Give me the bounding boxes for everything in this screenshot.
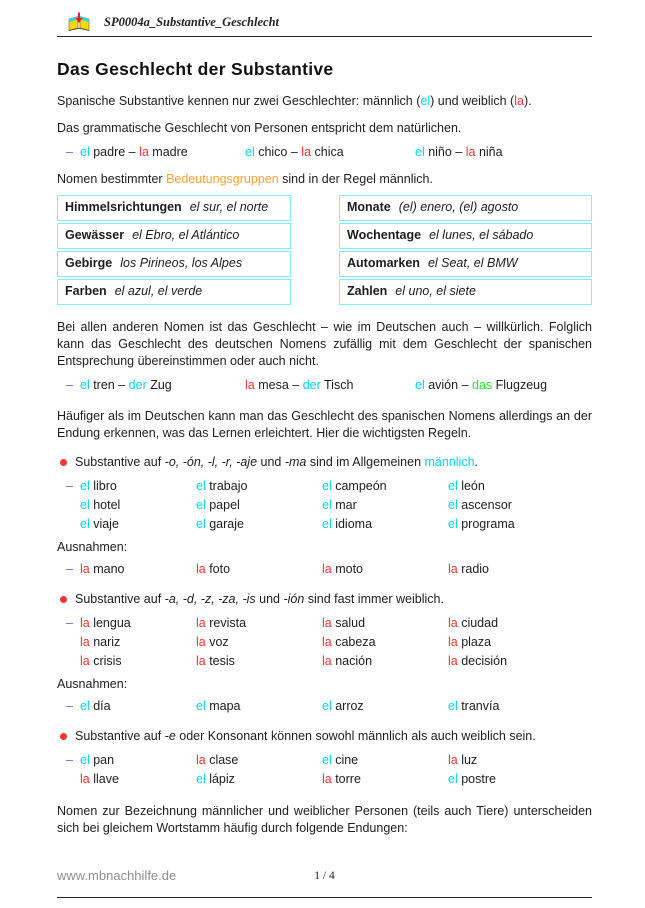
word-item xyxy=(196,560,322,579)
page-footer xyxy=(57,868,592,884)
category-row xyxy=(339,279,592,305)
text-run: Substantive auf xyxy=(75,729,165,743)
page-title: Das Geschlecht der Substantive xyxy=(57,59,334,79)
word-text: – xyxy=(125,145,136,159)
category-row xyxy=(339,195,592,221)
word-text: luz xyxy=(457,753,478,767)
word-item xyxy=(322,614,448,633)
highlight-cyan: männlich xyxy=(424,455,475,469)
article-el: el xyxy=(80,498,90,512)
list-dash: – xyxy=(66,753,73,767)
word-text: tren xyxy=(89,378,115,392)
article-el: el xyxy=(80,479,90,493)
category-row xyxy=(57,251,291,277)
word-text: tesis xyxy=(205,654,235,668)
article-el: el xyxy=(196,479,206,493)
word-item xyxy=(322,496,448,515)
highlight-orange: Bedeutungsgruppen xyxy=(166,172,279,186)
word-item xyxy=(322,770,448,789)
word-item xyxy=(80,697,196,716)
word-item xyxy=(80,633,196,652)
article-das: das xyxy=(468,378,493,392)
word-text: Zug xyxy=(146,378,172,392)
word-item xyxy=(322,697,448,716)
word-row xyxy=(57,770,592,789)
word-row xyxy=(57,614,592,633)
document-header xyxy=(0,0,645,34)
article-el: el xyxy=(448,479,458,493)
word-row xyxy=(57,143,592,162)
rule-masculine xyxy=(57,454,592,471)
category-row xyxy=(57,223,291,249)
natural-gender-examples xyxy=(57,143,592,162)
word-item xyxy=(448,560,592,579)
word-text: voz xyxy=(205,635,229,649)
article-la: la xyxy=(322,772,332,786)
masculine-exceptions-list xyxy=(57,560,592,579)
meaning-groups-paragraph xyxy=(57,171,592,188)
article-la: la xyxy=(322,654,332,668)
article-der: der xyxy=(299,378,321,392)
article-der: der xyxy=(125,378,147,392)
article-la: la xyxy=(448,654,458,668)
word-text: cine xyxy=(331,753,359,767)
word-text: plaza xyxy=(457,635,492,649)
article-el: el xyxy=(196,699,206,713)
word-text: libro xyxy=(89,479,117,493)
list-dash: – xyxy=(66,479,73,493)
article-el: el xyxy=(322,498,332,512)
article-el: el xyxy=(322,753,332,767)
word-text: ciudad xyxy=(457,616,499,630)
article-la: la xyxy=(245,378,255,392)
list-dash xyxy=(66,515,80,534)
word-item xyxy=(80,376,245,395)
text-run: sind in der Regel männlich. xyxy=(278,172,433,186)
word-text: Tisch xyxy=(320,378,354,392)
category-name: Gebirge xyxy=(65,256,113,270)
word-text: postre xyxy=(457,772,496,786)
word-text: chica xyxy=(311,145,344,159)
word-item xyxy=(245,143,415,162)
article-la: la xyxy=(448,753,458,767)
article-el: el xyxy=(80,699,90,713)
article-el: el xyxy=(448,517,458,531)
word-text: lengua xyxy=(89,616,131,630)
word-text: viaje xyxy=(89,517,119,531)
word-item xyxy=(80,496,196,515)
word-text: papel xyxy=(205,498,240,512)
word-text: foto xyxy=(205,562,231,576)
article-el: el xyxy=(80,378,90,392)
word-item xyxy=(448,633,592,652)
word-text: mar xyxy=(331,498,357,512)
word-row xyxy=(57,477,592,496)
category-name: Farben xyxy=(65,284,107,298)
feminine-exceptions-list xyxy=(57,697,592,716)
word-text: torre xyxy=(331,772,361,786)
text-run: oder Konsonant können sowohl männlich als auch weiblich sein. xyxy=(175,729,536,743)
article-el: el xyxy=(322,517,332,531)
word-item xyxy=(80,614,196,633)
article-el: el xyxy=(415,145,425,159)
word-item xyxy=(196,633,322,652)
article-el: el xyxy=(322,479,332,493)
article-el: el xyxy=(415,378,425,392)
rule-feminine-text xyxy=(75,591,592,608)
article-la: la xyxy=(80,562,90,576)
word-item xyxy=(448,652,592,671)
word-item xyxy=(448,751,592,770)
text-run: -o, -ón, -l, -r, -aje xyxy=(164,455,258,469)
word-item xyxy=(196,614,322,633)
article-la: la xyxy=(448,616,458,630)
word-text: – xyxy=(288,378,300,392)
word-text: trabajo xyxy=(205,479,248,493)
article-el: el xyxy=(80,753,90,767)
bullet-icon xyxy=(60,733,67,740)
list-dash xyxy=(66,652,80,671)
word-text: niño xyxy=(424,145,452,159)
rule-masculine-text xyxy=(75,454,592,471)
word-text: nación xyxy=(331,654,373,668)
text-run: -a, -d, -z, -za, -is xyxy=(164,592,256,606)
word-item xyxy=(322,477,448,496)
article-la: la xyxy=(322,635,332,649)
highlight-red: la xyxy=(514,94,524,108)
word-item xyxy=(448,477,592,496)
article-el: el xyxy=(448,772,458,786)
category-row xyxy=(339,223,592,249)
category-table-right xyxy=(339,195,592,307)
text-run: sind fast immer weiblich. xyxy=(304,592,444,606)
article-el: el xyxy=(448,498,458,512)
category-examples: el Seat, el BMW xyxy=(427,256,518,270)
text-run: Spanische Substantive kennen nur zwei Geschlechter: männlich ( xyxy=(57,94,421,108)
article-la: la xyxy=(80,654,90,668)
word-text: garaje xyxy=(205,517,244,531)
word-text: – xyxy=(287,145,298,159)
feminine-exceptions-label: Ausnahmen: xyxy=(57,677,128,691)
word-item xyxy=(448,515,592,534)
text-run: und xyxy=(255,592,284,606)
word-item xyxy=(80,652,196,671)
text-run: Nomen bestimmter xyxy=(57,172,167,186)
word-item xyxy=(196,515,322,534)
category-name: Gewässer xyxy=(65,228,125,242)
word-item xyxy=(80,477,196,496)
word-text: campeón xyxy=(331,479,387,493)
list-dash xyxy=(66,496,80,515)
rule-feminine xyxy=(57,591,592,608)
word-text: moto xyxy=(331,562,363,576)
category-row xyxy=(57,195,291,221)
word-item xyxy=(80,770,196,789)
article-la: la xyxy=(448,635,458,649)
word-text: niña xyxy=(475,145,503,159)
word-item xyxy=(322,633,448,652)
article-el: el xyxy=(196,772,206,786)
text-run: . xyxy=(474,455,479,469)
word-row xyxy=(57,697,592,716)
word-row xyxy=(57,515,592,534)
word-item xyxy=(196,496,322,515)
article-la: la xyxy=(135,145,149,159)
article-la: la xyxy=(80,635,90,649)
word-text: avión xyxy=(424,378,459,392)
article-el: el xyxy=(196,517,206,531)
word-text: lápiz xyxy=(205,772,235,786)
text-run: Substantive auf xyxy=(75,455,165,469)
word-text: ascensor xyxy=(457,498,512,512)
document-id: SP0004a_Substantive_Geschlecht xyxy=(104,14,280,29)
article-la: la xyxy=(196,654,206,668)
article-la: la xyxy=(196,753,206,767)
category-name: Zahlen xyxy=(347,284,388,298)
word-text: mano xyxy=(89,562,125,576)
header-divider xyxy=(57,36,592,37)
word-text: crisis xyxy=(89,654,122,668)
list-dash: – xyxy=(66,616,73,630)
word-text: padre xyxy=(89,145,126,159)
arbitrary-gender-paragraph: Bei allen anderen Nomen ist das Geschlecht – wie im Deutschen auch – willkürlich. Folglich kann das Geschlecht des deutschen Nomens zufällig mit dem Geschlecht der spanischen Entsprechung übereinstimmen oder auch nicht. xyxy=(57,320,592,368)
intro-genders-paragraph xyxy=(57,93,592,110)
text-run: ). xyxy=(523,94,532,108)
bullet-icon xyxy=(60,459,67,466)
word-text: Flugzeug xyxy=(492,378,548,392)
both-genders-word-list xyxy=(57,751,592,789)
category-tables xyxy=(57,195,592,307)
word-item xyxy=(80,143,245,162)
word-item xyxy=(448,614,592,633)
word-item xyxy=(196,477,322,496)
text-run: Substantive auf xyxy=(75,592,165,606)
word-text: revista xyxy=(205,616,247,630)
page-number: 1 / 4 xyxy=(314,870,335,882)
word-text: hotel xyxy=(89,498,121,512)
list-dash: – xyxy=(66,699,73,713)
word-text: nariz xyxy=(89,635,121,649)
category-examples: los Pirineos, los Alpes xyxy=(120,256,243,270)
article-la: la xyxy=(80,772,90,786)
word-text: mesa xyxy=(254,378,289,392)
word-item xyxy=(322,515,448,534)
word-text: – xyxy=(451,145,463,159)
word-text: día xyxy=(89,699,111,713)
word-text: madre xyxy=(148,145,188,159)
category-table-left xyxy=(57,195,291,307)
word-item xyxy=(196,770,322,789)
article-la: la xyxy=(196,635,206,649)
word-row xyxy=(57,496,592,515)
word-text: programa xyxy=(457,517,515,531)
word-text: arroz xyxy=(331,699,364,713)
word-row xyxy=(57,633,592,652)
word-text: pan xyxy=(89,753,115,767)
text-run: und xyxy=(257,455,285,469)
word-item xyxy=(448,496,592,515)
text-run: ) und weiblich ( xyxy=(430,94,515,108)
word-item xyxy=(415,143,592,162)
text-run: -ma xyxy=(284,455,307,469)
article-el: el xyxy=(245,145,255,159)
category-name: Wochentage xyxy=(347,228,422,242)
endings-intro-paragraph: Häufiger als im Deutschen kann man das Geschlecht des spanischen Nomens allerdings an der Endung erkennen, was das Lernen erleichtert. Hier die wichtigsten Regeln. xyxy=(57,409,592,440)
article-la: la xyxy=(196,562,206,576)
article-el: el xyxy=(322,699,332,713)
text-run: -e xyxy=(164,729,176,743)
word-item xyxy=(196,652,322,671)
word-item xyxy=(322,560,448,579)
word-text: decisión xyxy=(457,654,508,668)
list-dash: – xyxy=(66,378,73,392)
word-item xyxy=(196,751,322,770)
word-item xyxy=(80,751,196,770)
word-row xyxy=(57,652,592,671)
rule-both-genders-text xyxy=(75,728,592,745)
article-el: el xyxy=(80,145,90,159)
closing-paragraph: Nomen zur Bezeichnung männlicher und weiblicher Personen (teils auch Tiere) unterscheiden sich bei gleichem Wortstamm häufig durch folgende Endungen: xyxy=(57,804,592,835)
word-row xyxy=(57,751,592,770)
text-run: sind im Allgemeinen xyxy=(306,455,425,469)
word-item xyxy=(415,376,592,395)
word-row xyxy=(57,376,592,395)
word-text: chico xyxy=(254,145,288,159)
list-dash: – xyxy=(66,562,73,576)
word-text: salud xyxy=(331,616,366,630)
word-text: tranvía xyxy=(457,699,500,713)
list-dash xyxy=(66,633,80,652)
highlight-cyan: el xyxy=(420,94,431,108)
category-row xyxy=(339,251,592,277)
natural-gender-paragraph: Das grammatische Geschlecht von Personen entspricht dem natürlichen. xyxy=(57,121,462,135)
word-item xyxy=(245,376,415,395)
word-item xyxy=(448,770,592,789)
list-dash xyxy=(66,770,80,789)
article-la: la xyxy=(448,562,458,576)
word-item xyxy=(80,560,196,579)
article-la: la xyxy=(462,145,476,159)
word-text: león xyxy=(457,479,485,493)
word-text: clase xyxy=(205,753,239,767)
document-body xyxy=(0,59,645,837)
article-la: la xyxy=(80,616,90,630)
category-examples: el sur, el norte xyxy=(189,200,269,214)
category-examples: el azul, el verde xyxy=(114,284,203,298)
arbitrary-gender-examples xyxy=(57,376,592,395)
feminine-word-list xyxy=(57,614,592,671)
article-la: la xyxy=(297,145,312,159)
word-text: – xyxy=(114,378,126,392)
bullet-icon xyxy=(60,596,67,603)
article-el: el xyxy=(196,498,206,512)
word-row xyxy=(57,560,592,579)
masculine-word-list xyxy=(57,477,592,534)
category-examples: (el) enero, (el) agosto xyxy=(398,200,519,214)
category-examples: el uno, el siete xyxy=(395,284,476,298)
logo-book-icon xyxy=(67,12,91,33)
category-name: Monate xyxy=(347,200,391,214)
footer-divider xyxy=(57,897,592,898)
word-item xyxy=(196,697,322,716)
category-examples: el lunes, el sábado xyxy=(429,228,534,242)
article-la: la xyxy=(196,616,206,630)
article-el: el xyxy=(448,699,458,713)
category-row xyxy=(57,279,291,305)
category-examples: el Ebro, el Atlántico xyxy=(132,228,240,242)
article-el: el xyxy=(80,517,90,531)
rule-both-genders xyxy=(57,728,592,745)
article-la: la xyxy=(322,562,332,576)
word-text: mapa xyxy=(205,699,241,713)
category-name: Himmelsrichtungen xyxy=(65,200,182,214)
word-item xyxy=(322,652,448,671)
website-link[interactable]: www.mbnachhilfe.de xyxy=(57,868,177,883)
article-la: la xyxy=(322,616,332,630)
word-item xyxy=(448,697,592,716)
list-dash: – xyxy=(66,145,73,159)
category-name: Automarken xyxy=(347,256,420,270)
word-text: idioma xyxy=(331,517,373,531)
word-item xyxy=(80,515,196,534)
masculine-exceptions-label: Ausnahmen: xyxy=(57,540,128,554)
word-text: radio xyxy=(457,562,490,576)
word-text: llave xyxy=(89,772,119,786)
word-text: – xyxy=(458,378,469,392)
word-item xyxy=(322,751,448,770)
text-run: -ión xyxy=(283,592,305,606)
word-text: cabeza xyxy=(331,635,376,649)
